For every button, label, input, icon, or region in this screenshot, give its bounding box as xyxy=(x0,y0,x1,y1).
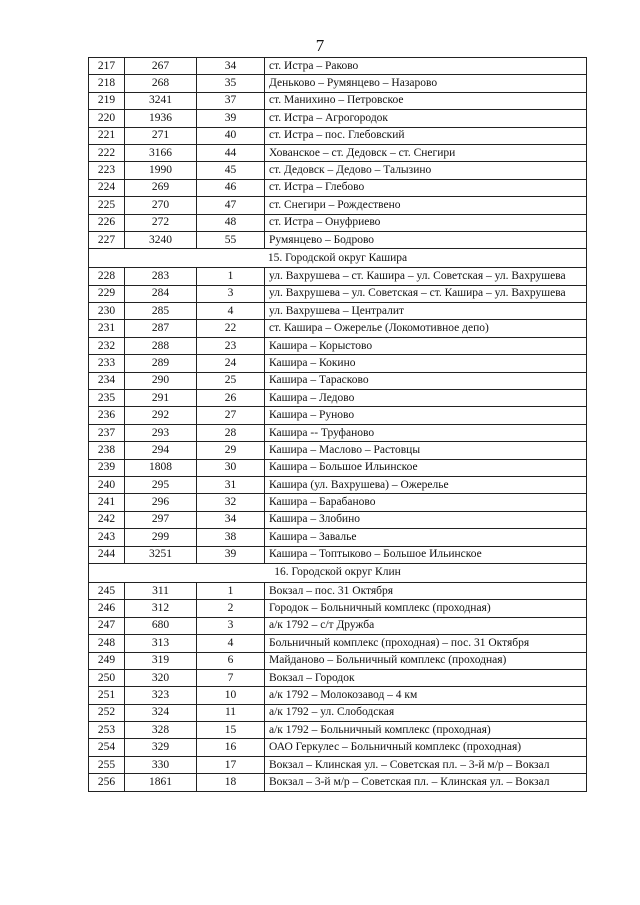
route-number: 3 xyxy=(197,285,265,302)
page-number: 7 xyxy=(315,36,325,55)
row-number: 244 xyxy=(89,546,125,563)
registration-number: 293 xyxy=(125,424,197,441)
table-row xyxy=(89,197,587,214)
row-number: 237 xyxy=(89,424,125,441)
row-number: 232 xyxy=(89,337,125,354)
registration-number: 272 xyxy=(125,214,197,231)
route-number: 32 xyxy=(197,494,265,511)
table-row xyxy=(89,739,587,756)
registration-number: 295 xyxy=(125,476,197,493)
route-number: 22 xyxy=(197,320,265,337)
route-name: Вокзал – пос. 31 Октября xyxy=(265,582,587,599)
row-number: 222 xyxy=(89,144,125,161)
registration-number: 312 xyxy=(125,600,197,617)
route-number: 4 xyxy=(197,303,265,320)
row-number: 233 xyxy=(89,355,125,372)
route-number: 18 xyxy=(197,774,265,791)
route-number: 27 xyxy=(197,407,265,424)
route-name: Кашира – Завалье xyxy=(265,529,587,546)
table-row xyxy=(89,355,587,372)
route-number: 39 xyxy=(197,110,265,127)
row-number: 243 xyxy=(89,529,125,546)
route-number: 46 xyxy=(197,179,265,196)
route-name: Майданово – Больничный комплекс (проходная) xyxy=(265,652,587,669)
row-number: 231 xyxy=(89,320,125,337)
table-row xyxy=(89,303,587,320)
row-number: 250 xyxy=(89,669,125,686)
table-row xyxy=(89,582,587,599)
route-name: ст. Истра – Глебово xyxy=(265,179,587,196)
route-number: 35 xyxy=(197,75,265,92)
row-number: 217 xyxy=(89,58,125,75)
route-name: ст. Истра – Агрогородок xyxy=(265,110,587,127)
route-number: 48 xyxy=(197,214,265,231)
route-name: Вокзал – Городок xyxy=(265,669,587,686)
route-number: 55 xyxy=(197,231,265,248)
route-name: Вокзал – Клинская ул. – Советская пл. – 3-й м/р – Вокзал xyxy=(265,756,587,773)
registration-number: 1990 xyxy=(125,162,197,179)
row-number: 240 xyxy=(89,476,125,493)
table-row xyxy=(89,214,587,231)
row-number: 224 xyxy=(89,179,125,196)
registration-number: 269 xyxy=(125,179,197,196)
row-number: 219 xyxy=(89,92,125,109)
row-number: 225 xyxy=(89,197,125,214)
row-number: 227 xyxy=(89,231,125,248)
table-row xyxy=(89,774,587,791)
table-row xyxy=(89,127,587,144)
route-name: Вокзал – 3-й м/р – Советская пл. – Клинская ул. – Вокзал xyxy=(265,774,587,791)
registration-number: 268 xyxy=(125,75,197,92)
section-header-row xyxy=(89,249,587,268)
table-row xyxy=(89,687,587,704)
route-name: ст. Истра – Онуфриево xyxy=(265,214,587,231)
row-number: 220 xyxy=(89,110,125,127)
registration-number: 294 xyxy=(125,442,197,459)
route-name: Хованское – ст. Дедовск – ст. Снегири xyxy=(265,144,587,161)
route-number: 38 xyxy=(197,529,265,546)
route-number: 15 xyxy=(197,722,265,739)
row-number: 248 xyxy=(89,635,125,652)
table-row xyxy=(89,390,587,407)
table-row xyxy=(89,704,587,721)
route-number: 2 xyxy=(197,600,265,617)
table-row xyxy=(89,617,587,634)
row-number: 254 xyxy=(89,739,125,756)
table-row xyxy=(89,268,587,285)
registration-number: 3166 xyxy=(125,144,197,161)
route-name: Кашира – Тарасково xyxy=(265,372,587,389)
route-number: 47 xyxy=(197,197,265,214)
row-number: 242 xyxy=(89,511,125,528)
route-name: Кашира – Барабаново xyxy=(265,494,587,511)
route-number: 3 xyxy=(197,617,265,634)
row-number: 230 xyxy=(89,303,125,320)
row-number: 223 xyxy=(89,162,125,179)
route-number: 7 xyxy=(197,669,265,686)
route-name: Кашира – Топтыково – Большое Ильинское xyxy=(265,546,587,563)
table-row xyxy=(89,669,587,686)
route-name: а/к 1792 – Молокозавод – 4 км xyxy=(265,687,587,704)
route-number: 24 xyxy=(197,355,265,372)
registration-number: 291 xyxy=(125,390,197,407)
registration-number: 329 xyxy=(125,739,197,756)
route-number: 26 xyxy=(197,390,265,407)
row-number: 256 xyxy=(89,774,125,791)
table-row xyxy=(89,231,587,248)
registration-number: 297 xyxy=(125,511,197,528)
route-number: 40 xyxy=(197,127,265,144)
table-row xyxy=(89,407,587,424)
registration-number: 3251 xyxy=(125,546,197,563)
registration-number: 3241 xyxy=(125,92,197,109)
route-name: ст. Кашира – Ожерелье (Локомотивное депо) xyxy=(265,320,587,337)
route-number: 1 xyxy=(197,582,265,599)
registration-number: 289 xyxy=(125,355,197,372)
table-row xyxy=(89,285,587,302)
table-row xyxy=(89,652,587,669)
route-name: Румянцево – Бодрово xyxy=(265,231,587,248)
route-number: 34 xyxy=(197,58,265,75)
registration-number: 267 xyxy=(125,58,197,75)
route-name: ст. Дедовск – Дедово – Талызино xyxy=(265,162,587,179)
route-name: а/к 1792 – ул. Слободская xyxy=(265,704,587,721)
registration-number: 296 xyxy=(125,494,197,511)
registration-number: 328 xyxy=(125,722,197,739)
route-name: Кашира – Корыстово xyxy=(265,337,587,354)
registration-number: 1808 xyxy=(125,459,197,476)
route-number: 44 xyxy=(197,144,265,161)
registration-number: 270 xyxy=(125,197,197,214)
row-number: 218 xyxy=(89,75,125,92)
route-name: ОАО Геркулес – Больничный комплекс (проходная) xyxy=(265,739,587,756)
route-name: Кашира – Маслово – Растовцы xyxy=(265,442,587,459)
route-name: Кашира – Руново xyxy=(265,407,587,424)
table-row xyxy=(89,722,587,739)
table-row xyxy=(89,529,587,546)
registration-number: 320 xyxy=(125,669,197,686)
route-number: 1 xyxy=(197,268,265,285)
row-number: 249 xyxy=(89,652,125,669)
registration-number: 330 xyxy=(125,756,197,773)
route-number: 30 xyxy=(197,459,265,476)
table-row xyxy=(89,179,587,196)
row-number: 247 xyxy=(89,617,125,634)
registration-number: 319 xyxy=(125,652,197,669)
table-row xyxy=(89,337,587,354)
route-name: а/к 1792 – с/т Дружба xyxy=(265,617,587,634)
table-row xyxy=(89,511,587,528)
routes-table xyxy=(88,57,587,792)
route-name: Кашира -- Труфаново xyxy=(265,424,587,441)
registration-number: 290 xyxy=(125,372,197,389)
registration-number: 1936 xyxy=(125,110,197,127)
table-row xyxy=(89,110,587,127)
row-number: 245 xyxy=(89,582,125,599)
row-number: 236 xyxy=(89,407,125,424)
table-row xyxy=(89,75,587,92)
route-name: ул. Вахрушева – ул. Советская – ст. Кашира – ул. Вахрушева xyxy=(265,285,587,302)
registration-number: 284 xyxy=(125,285,197,302)
row-number: 239 xyxy=(89,459,125,476)
section-title: 16. Городской округ Клин xyxy=(89,563,587,582)
row-number: 251 xyxy=(89,687,125,704)
row-number: 234 xyxy=(89,372,125,389)
registration-number: 680 xyxy=(125,617,197,634)
table-row xyxy=(89,756,587,773)
route-number: 31 xyxy=(197,476,265,493)
route-name: Кашира – Злобино xyxy=(265,511,587,528)
registration-number: 313 xyxy=(125,635,197,652)
table-row xyxy=(89,162,587,179)
table-row xyxy=(89,372,587,389)
route-name: Кашира – Большое Ильинское xyxy=(265,459,587,476)
table-row xyxy=(89,442,587,459)
route-number: 28 xyxy=(197,424,265,441)
row-number: 255 xyxy=(89,756,125,773)
registration-number: 283 xyxy=(125,268,197,285)
route-number: 23 xyxy=(197,337,265,354)
route-name: Кашира – Ледово xyxy=(265,390,587,407)
row-number: 229 xyxy=(89,285,125,302)
registration-number: 3240 xyxy=(125,231,197,248)
table-row xyxy=(89,58,587,75)
route-number: 10 xyxy=(197,687,265,704)
registration-number: 285 xyxy=(125,303,197,320)
route-name: ст. Истра – пос. Глебовский xyxy=(265,127,587,144)
registration-number: 271 xyxy=(125,127,197,144)
route-name: Больничный комплекс (проходная) – пос. 31 Октября xyxy=(265,635,587,652)
table-row xyxy=(89,635,587,652)
routes-table-body xyxy=(89,58,587,792)
row-number: 253 xyxy=(89,722,125,739)
row-number: 235 xyxy=(89,390,125,407)
row-number: 228 xyxy=(89,268,125,285)
table-row xyxy=(89,459,587,476)
route-name: ул. Вахрушева – Централит xyxy=(265,303,587,320)
table-row xyxy=(89,546,587,563)
route-name: Городок – Больничный комплекс (проходная) xyxy=(265,600,587,617)
route-number: 4 xyxy=(197,635,265,652)
route-number: 16 xyxy=(197,739,265,756)
registration-number: 311 xyxy=(125,582,197,599)
row-number: 221 xyxy=(89,127,125,144)
row-number: 226 xyxy=(89,214,125,231)
table-row xyxy=(89,92,587,109)
table-row xyxy=(89,494,587,511)
registration-number: 288 xyxy=(125,337,197,354)
registration-number: 1861 xyxy=(125,774,197,791)
route-number: 45 xyxy=(197,162,265,179)
route-number: 17 xyxy=(197,756,265,773)
registration-number: 323 xyxy=(125,687,197,704)
route-name: ст. Истра – Раково xyxy=(265,58,587,75)
route-name: а/к 1792 – Больничный комплекс (проходная) xyxy=(265,722,587,739)
route-number: 39 xyxy=(197,546,265,563)
row-number: 252 xyxy=(89,704,125,721)
table-row xyxy=(89,476,587,493)
row-number: 241 xyxy=(89,494,125,511)
table-row xyxy=(89,600,587,617)
registration-number: 287 xyxy=(125,320,197,337)
table-row xyxy=(89,424,587,441)
registration-number: 292 xyxy=(125,407,197,424)
route-name: Деньково – Румянцево – Назарово xyxy=(265,75,587,92)
section-title: 15. Городской округ Кашира xyxy=(89,249,587,268)
row-number: 246 xyxy=(89,600,125,617)
route-number: 29 xyxy=(197,442,265,459)
registration-number: 324 xyxy=(125,704,197,721)
table-row xyxy=(89,144,587,161)
route-number: 37 xyxy=(197,92,265,109)
section-header-row xyxy=(89,563,587,582)
registration-number: 299 xyxy=(125,529,197,546)
route-number: 6 xyxy=(197,652,265,669)
route-name: ст. Манихино – Петровское xyxy=(265,92,587,109)
route-name: ст. Снегири – Рождествено xyxy=(265,197,587,214)
route-number: 25 xyxy=(197,372,265,389)
route-number: 11 xyxy=(197,704,265,721)
route-number: 34 xyxy=(197,511,265,528)
row-number: 238 xyxy=(89,442,125,459)
route-name: Кашира (ул. Вахрушева) – Ожерелье xyxy=(265,476,587,493)
route-name: ул. Вахрушева – ст. Кашира – ул. Советская – ул. Вахрушева xyxy=(265,268,587,285)
route-name: Кашира – Кокино xyxy=(265,355,587,372)
table-row xyxy=(89,320,587,337)
